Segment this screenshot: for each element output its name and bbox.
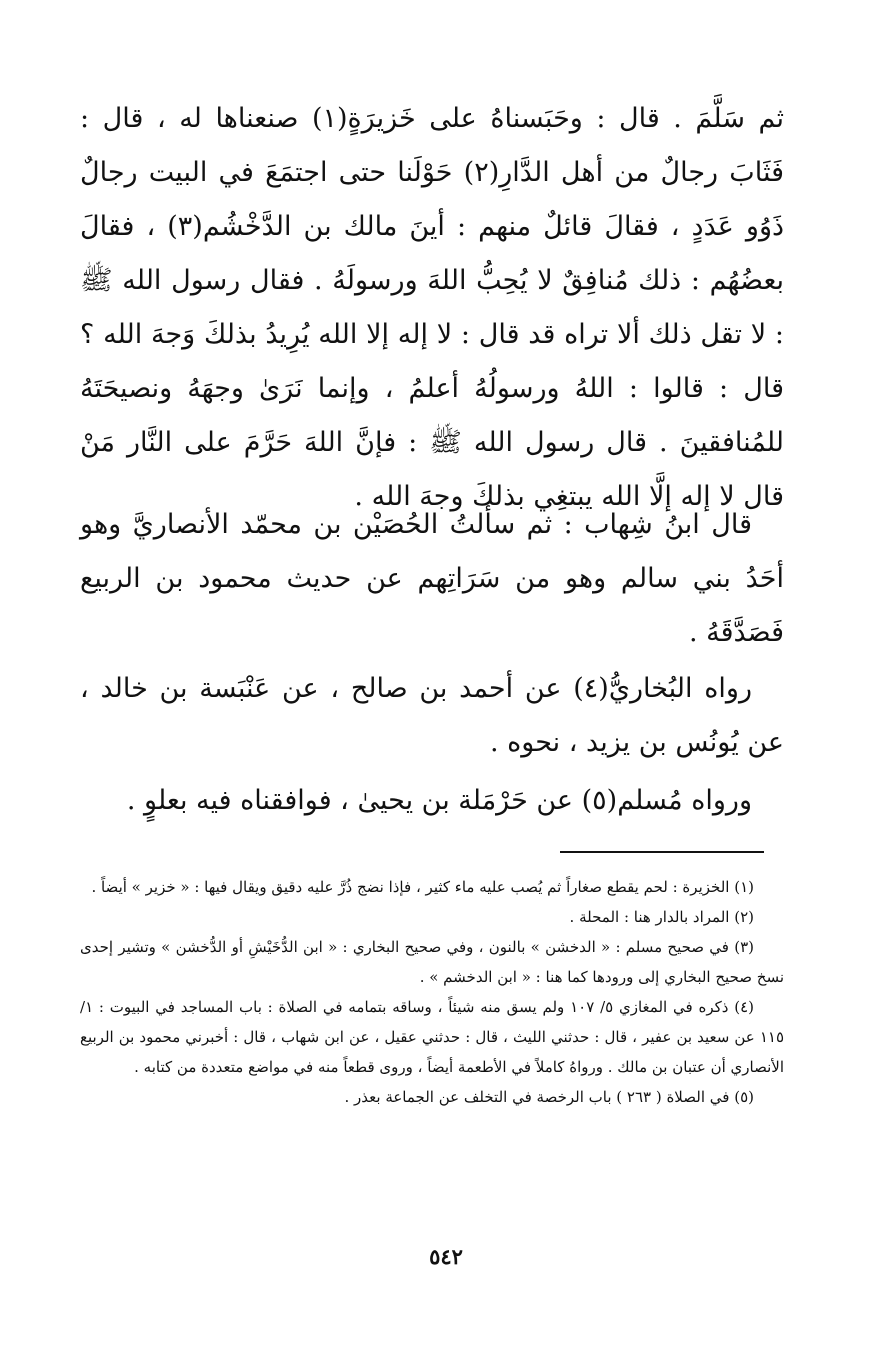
footnote-divider <box>560 851 764 853</box>
main-paragraph-4: ورواه مُسلم(٥) عن حَرْمَلة بن يحيىٰ ، فوافقناه فيه بعلوٍ . <box>126 785 752 816</box>
main-paragraph-3: رواه البُخاريُّ(٤) عن أحمد بن صالح ، عن عَنْبَسة بن خالد ، عن يُونُس بن يزيد ، نحوه . <box>80 673 784 758</box>
footnote-2: (٢) المراد بالدار هنا : المحلة . <box>569 908 754 926</box>
footnotes <box>80 872 784 1112</box>
main-paragraph-2: قال ابنُ شِهاب : ثم سألتُ الحُصَيْن بن محمّد الأنصاريَّ وهو أحَدُ بني سالم وهو من سَرَاتِهم عن حديث محمود بن الربيع فَصَدَّقَهُ . <box>80 509 784 648</box>
footnote-3: (٣) في صحيح مسلم : « الدخشن » بالنون ، وفي صحيح البخاري : « ابن الدُّخَيْشِ أو الدُّخشن » وتشير إحدى نسخ صحيح البخاري إلى ورودها كما هنا : « ابن الدخشم » . <box>80 938 784 986</box>
footnote-4: (٤) ذكره في المغازي ٥/ ١٠٧ ولم يسق منه شيئاً ، وساقه بتمامه في الصلاة : باب المساجد في البيوت : ١/ ١١٥ عن سعيد بن عفير ، قال : حدثني الليث ، قال : حدثني عقيل ، عن ابن شهاب ، قال : أخبرني محمود بن الربيع الأنصاري أن عتبان بن مالك . ورواهُ كاملاً في الأطعمة أيضاً ، وروى قطعاً منه في مواضع متعددة من كتابه . <box>80 998 784 1076</box>
footnote-5: (٥) في الصلاة ( ٢٦٣ ) باب الرخصة في التخلف عن الجماعة بعذر . <box>344 1088 754 1106</box>
main-paragraph-1: ثم سَلَّمَ . قال : وحَبَسناهُ على خَزيرَةٍ(١) صنعناها له ، قال : فَثَابَ رجالٌ من أهل الدَّارِ(٢) حَوْلَنا حتى اجتمَعَ في البيت رجالٌ ذَوُو عَدَدٍ ، فقالَ قائلٌ منهم : أينَ مالك بن الدَّخْشُم(٣) ، فقالَ بعضُهُم : ذلك مُنافِقٌ لا يُحِبُّ اللهَ ورسولَهُ . فقال رسول الله ﷺ : لا تقل ذلك ألا تراه قد قال : لا إله إلا الله يُرِيدُ بذلكَ وَجهَ الله ؟ قال : قالوا : اللهُ ورسولُهُ أعلمُ ، وإنما نَرَىٰ وجهَهُ ونصيحَتَهُ للمُنافقينَ . قال رسول الله ﷺ : فإنَّ اللهَ حَرَّمَ على النَّار مَنْ قال لا إله إلَّا الله يبتغِي بذلكَ وجهَ الله . <box>80 103 785 512</box>
footnote-1: (١) الخزيرة : لحم يقطع صغاراً ثم يُصب عليه ماء كثير ، فإذا نضج ذُرَّ عليه دقيق ويقال فيها : « خزير » أيضاً . <box>91 878 754 896</box>
page-number: ٥٤٢ <box>429 1244 463 1269</box>
